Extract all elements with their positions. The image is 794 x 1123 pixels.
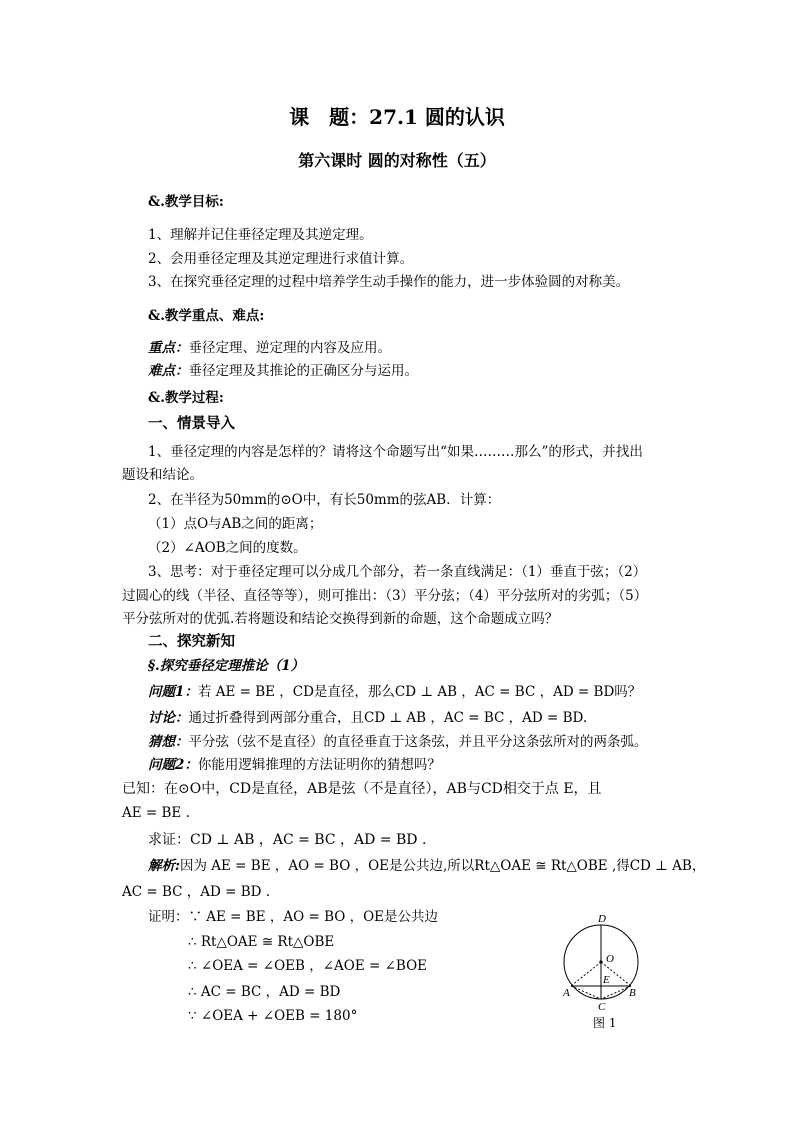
figure-1: [556, 910, 646, 1035]
part1-question2-sub2: （2）∠AOB之间的度数。: [148, 540, 307, 556]
key-label: 重点：: [148, 340, 189, 356]
question2-label: 问题2：: [148, 757, 198, 773]
discussion-label: 讨论：: [148, 710, 189, 726]
goals-heading: &.教学目标:: [148, 194, 224, 210]
page-title: 课 题：27.1 圆的认识: [289, 105, 505, 129]
conjecture-label: 猜想：: [148, 734, 189, 750]
difficult-point: [148, 362, 418, 380]
part1-question1: 1、垂径定理的内容是怎样的？请将这个命题写出“如果………那么”的形式，并找出: [148, 444, 643, 460]
known-line: 已知：在⊙O中，CD是直径，AB是弦（不是直径），AB与CD相交于点 E，且: [122, 781, 602, 797]
proof-line: ∵ ∠OEA + ∠OEB = 180°: [188, 1008, 358, 1024]
goal-item: 1、理解并记住垂径定理及其逆定理。: [148, 227, 373, 243]
keypoints-heading: &.教学重点、难点:: [148, 308, 265, 324]
figure-caption: 图 1: [593, 1016, 617, 1030]
analysis-cont: AC = BC ，AD = BD .: [122, 884, 271, 900]
discussion: [148, 709, 587, 727]
part1-question3-cont: 平分弦所对的优弧.若将题设和结论交换得到新的命题，这个命题成立吗？: [122, 611, 559, 627]
label-d: D: [598, 913, 606, 925]
conjecture: [148, 733, 648, 751]
part1-question3: 3、思考：对于垂径定理可以分成几个部分，若一条直线满足：（1）垂直于弦；（2）: [148, 564, 647, 580]
key-text: 垂径定理、逆定理的内容及应用。: [188, 340, 391, 356]
question2: [148, 756, 441, 774]
analysis-text: 因为 AE = BE ，AO = BO ，OE是公共边,所以Rt△OAE ≅ Rt△OBE ,得CD ⊥ AB，: [179, 858, 706, 874]
part1-question3-cont: 过圆心的线（半径、直径等等），则可推出：（3）平分弦；（4）平分弦所对的劣弧；（5）: [122, 588, 648, 604]
part1-question2-sub1: （1）点O与AB之间的距离；: [148, 516, 323, 532]
discussion-text: 通过折叠得到两部分重合，且CD ⊥ AB ，AC = BC ，AD = BD.: [188, 710, 588, 726]
analysis: [148, 857, 705, 875]
label-b: B: [629, 987, 636, 999]
segment-bc: [601, 986, 631, 999]
part1-heading: 一、情景导入: [148, 415, 235, 432]
proof-line: ∴ AC = BC ，AD = BD: [188, 984, 341, 1000]
part1-question2: 2、在半径为50mm的⊙O中，有长50mm的弦AB．计算：: [148, 492, 501, 508]
known-line-cont: AE = BE .: [122, 805, 190, 821]
label-o: O: [606, 953, 614, 965]
prove-line: 求证：CD ⊥ AB ，AC = BC ，AD = BD .: [148, 832, 427, 848]
radius-oa: [571, 962, 601, 986]
page-subtitle: 第六课时 圆的对称性（五）: [298, 151, 496, 170]
conjecture-text: 平分弦（弦不是直径）的直径垂直于这条弦，并且平分这条弦所对的两条弧。: [188, 734, 648, 750]
proof-line: ∴ Rt△OAE ≅ Rt△OBE: [188, 934, 335, 950]
label-a: A: [563, 987, 570, 999]
part2-subheading: §.探究垂径定理推论（1）: [148, 658, 305, 674]
goal-item: 2、会用垂径定理及其逆定理进行求值计算。: [148, 251, 414, 267]
part2-heading: 二、探究新知: [148, 633, 235, 650]
center-o: [599, 960, 602, 963]
proof-line: 证明：∵ AE = BE ，AO = BO ，OE是公共边: [148, 909, 439, 925]
difficult-label: 难点：: [148, 363, 189, 379]
process-heading: &.教学过程:: [148, 390, 224, 406]
key-point: [148, 339, 391, 357]
question1: [148, 683, 641, 701]
goal-item: 3、在探究垂径定理的过程中培养学生动手操作的能力，进一步体验圆的对称美。: [148, 274, 630, 290]
question1-text: 若 AE = BE ，CD是直径，那么CD ⊥ AB ，AC = BC ，AD = BD吗？: [197, 684, 642, 700]
question2-text: 你能用逻辑推理的方法证明你的猜想吗？: [197, 757, 441, 773]
difficult-text: 垂径定理及其推论的正确区分与运用。: [188, 363, 418, 379]
proof-line: ∴ ∠OEA = ∠OEB ，∠AOE = ∠BOE: [188, 958, 427, 974]
segment-ac: [571, 986, 601, 999]
label-e: E: [603, 974, 610, 986]
label-c: C: [598, 1001, 606, 1013]
question1-label: 问题1：: [148, 684, 198, 700]
analysis-label: 解析:: [148, 858, 180, 874]
part1-question1-cont: 题设和结论。: [122, 467, 203, 483]
